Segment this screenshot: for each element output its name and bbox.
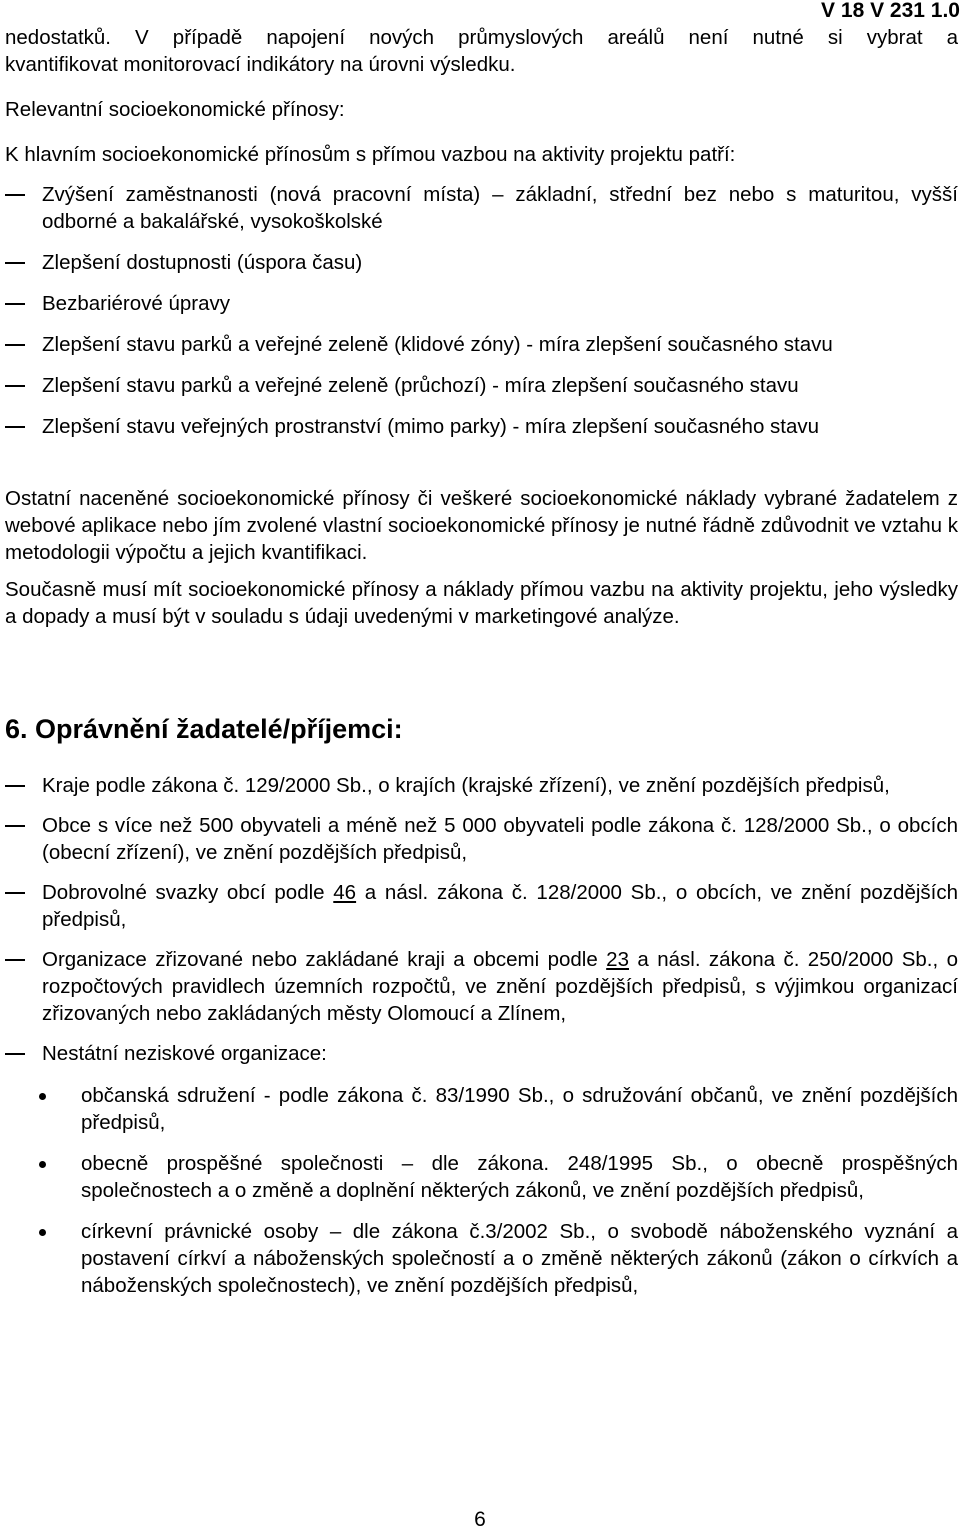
other-paragraphs: [5, 485, 958, 630]
list-item: [5, 946, 958, 1027]
list-item: [5, 372, 958, 399]
list-item-text: obecně prospěšné společnosti – dle zákona. 248/1995 Sb., o obecně prospěšných společnostech a o změně a doplnění některých zákonů, ve znění pozdějších předpisů,: [81, 1152, 958, 1202]
list-item: [5, 249, 958, 276]
law-section-link[interactable]: 46: [333, 881, 357, 904]
list-item-text: občanská sdružení - podle zákona č. 83/1990 Sb., o sdružování občanů, ve znění pozdějších předpisů,: [81, 1084, 958, 1134]
document-id: V 18 V 231 1.0: [821, 0, 960, 22]
list-item: [5, 1040, 958, 1067]
list-item-text-rest: a násl. zákona č. 250/2000 Sb., o rozpočtových pravidlech územních rozpočtů, ve znění pozdějších předpisů, s výjimkou organizací zřizovaných nebo zakládaných městy Olomoucí a Zlínem,: [42, 948, 958, 1025]
list-item: [5, 1218, 958, 1299]
page-content: [5, 24, 958, 1313]
dash-bullet-icon: [5, 825, 25, 827]
ngo-types-list: [5, 1082, 958, 1299]
page-number: 6: [474, 1508, 486, 1531]
list-item: [5, 1150, 958, 1204]
list-item: [5, 290, 958, 317]
list-item-text: církevní právnické osoby – dle zákona č.3/2002 Sb., o svobodě náboženského vyznání a postavení církví a náboženských společností a o změně některých zákonů (zákon o církvích a náboženských společnostech), ve znění pozdějších předpisů,: [81, 1220, 958, 1297]
list-item-text: Zlepšení stavu parků a veřejné zeleně (průchozí) - míra zlepšení současného stavu: [42, 374, 799, 397]
dash-bullet-icon: [5, 1053, 25, 1055]
dash-bullet-icon: [5, 892, 25, 894]
list-item-text: Dobrovolné svazky obcí podle: [42, 881, 334, 904]
top-paragraph: [5, 24, 958, 78]
list-item: [5, 812, 958, 866]
benefits-intro: K hlavním socioekonomické přínosům s přímou vazbou na aktivity projektu patří:: [5, 143, 736, 166]
round-bullet-icon: [39, 1093, 46, 1100]
top-paragraph-line-1: nedostatků. V případě napojení nových průmyslových areálů není nutné si vybrat a: [5, 26, 958, 49]
section-heading-eligible-applicants: 6. Oprávnění žadatelé/příjemci:: [5, 714, 403, 744]
list-item-text-rest: a násl. zákona č. 128/2000 Sb., o obcích, ve znění pozdějších předpisů,: [42, 881, 958, 931]
list-item: [5, 1082, 958, 1136]
list-item-text: Zlepšení stavu parků a veřejné zeleně (klidové zóny) - míra zlepšení současného stavu: [42, 333, 833, 356]
law-section-link[interactable]: 23: [606, 948, 629, 971]
dash-bullet-icon: [5, 959, 25, 961]
list-item-text: Zvýšení zaměstnanosti (nová pracovní místa) – základní, střední bez nebo s maturitou, vyšší odborné a bakalářské, vysokoškolské: [42, 183, 958, 233]
list-item: [5, 331, 958, 358]
list-item-text: Obce s více než 500 obyvateli a méně než 5 000 obyvateli podle zákona č. 128/2000 Sb.: [42, 814, 867, 837]
dash-bullet-icon: [5, 303, 25, 305]
dash-bullet-icon: [5, 385, 25, 387]
list-item-text: Zlepšení dostupnosti (úspora času): [42, 251, 363, 274]
list-item-text: Organizace zřizované nebo zakládané kraji a obcemi podle: [42, 948, 607, 971]
list-item-text: Nestátní neziskové organizace:: [42, 1042, 327, 1065]
list-item-text: Bezbariérové úpravy: [42, 292, 231, 315]
eligible-applicants-list: [5, 772, 958, 1067]
list-item-text-rest: , o obcích (obecní zřízení), ve znění pozdějších předpisů,: [42, 814, 958, 864]
list-item: [5, 181, 958, 235]
paragraph-other-benefits: Ostatní naceněné socioekonomické přínosy či veškeré socioekonomické náklady vybrané žadatelem z webové aplikace nebo jím zvolené vlastní socioekonomické přínosy je nutné řádně zdůvodnit ve vztahu k metodologii výpočtu a jejich kvantifikaci.: [5, 487, 958, 564]
dash-bullet-icon: [5, 262, 25, 264]
dash-bullet-icon: [5, 194, 25, 196]
list-item: [5, 413, 958, 440]
dash-bullet-icon: [5, 344, 25, 346]
list-item: [5, 772, 958, 799]
dash-bullet-icon: [5, 426, 25, 428]
round-bullet-icon: [39, 1161, 46, 1168]
list-item-text-rest: , o krajích (krajské zřízení), ve znění pozdějších předpisů,: [366, 774, 890, 797]
benefits-heading: Relevantní socioekonomické přínosy:: [5, 98, 345, 121]
list-item-text: Kraje podle zákona č. 129/2000 Sb.: [42, 774, 367, 797]
dash-bullet-icon: [5, 785, 25, 787]
list-item-text: Zlepšení stavu veřejných prostranství (mimo parky) - míra zlepšení současného stavu: [42, 415, 820, 438]
round-bullet-icon: [39, 1229, 46, 1236]
top-paragraph-line-2: kvantifikovat monitorovací indikátory na úrovni výsledku.: [5, 53, 516, 76]
benefits-list: [5, 181, 958, 440]
paragraph-direct-link: Současně musí mít socioekonomické přínosy a náklady přímou vazbu na aktivity projektu, jeho výsledky a dopady a musí být v souladu s údaji uvedenými v marketingové analýze.: [5, 578, 958, 628]
list-item: [5, 879, 958, 933]
